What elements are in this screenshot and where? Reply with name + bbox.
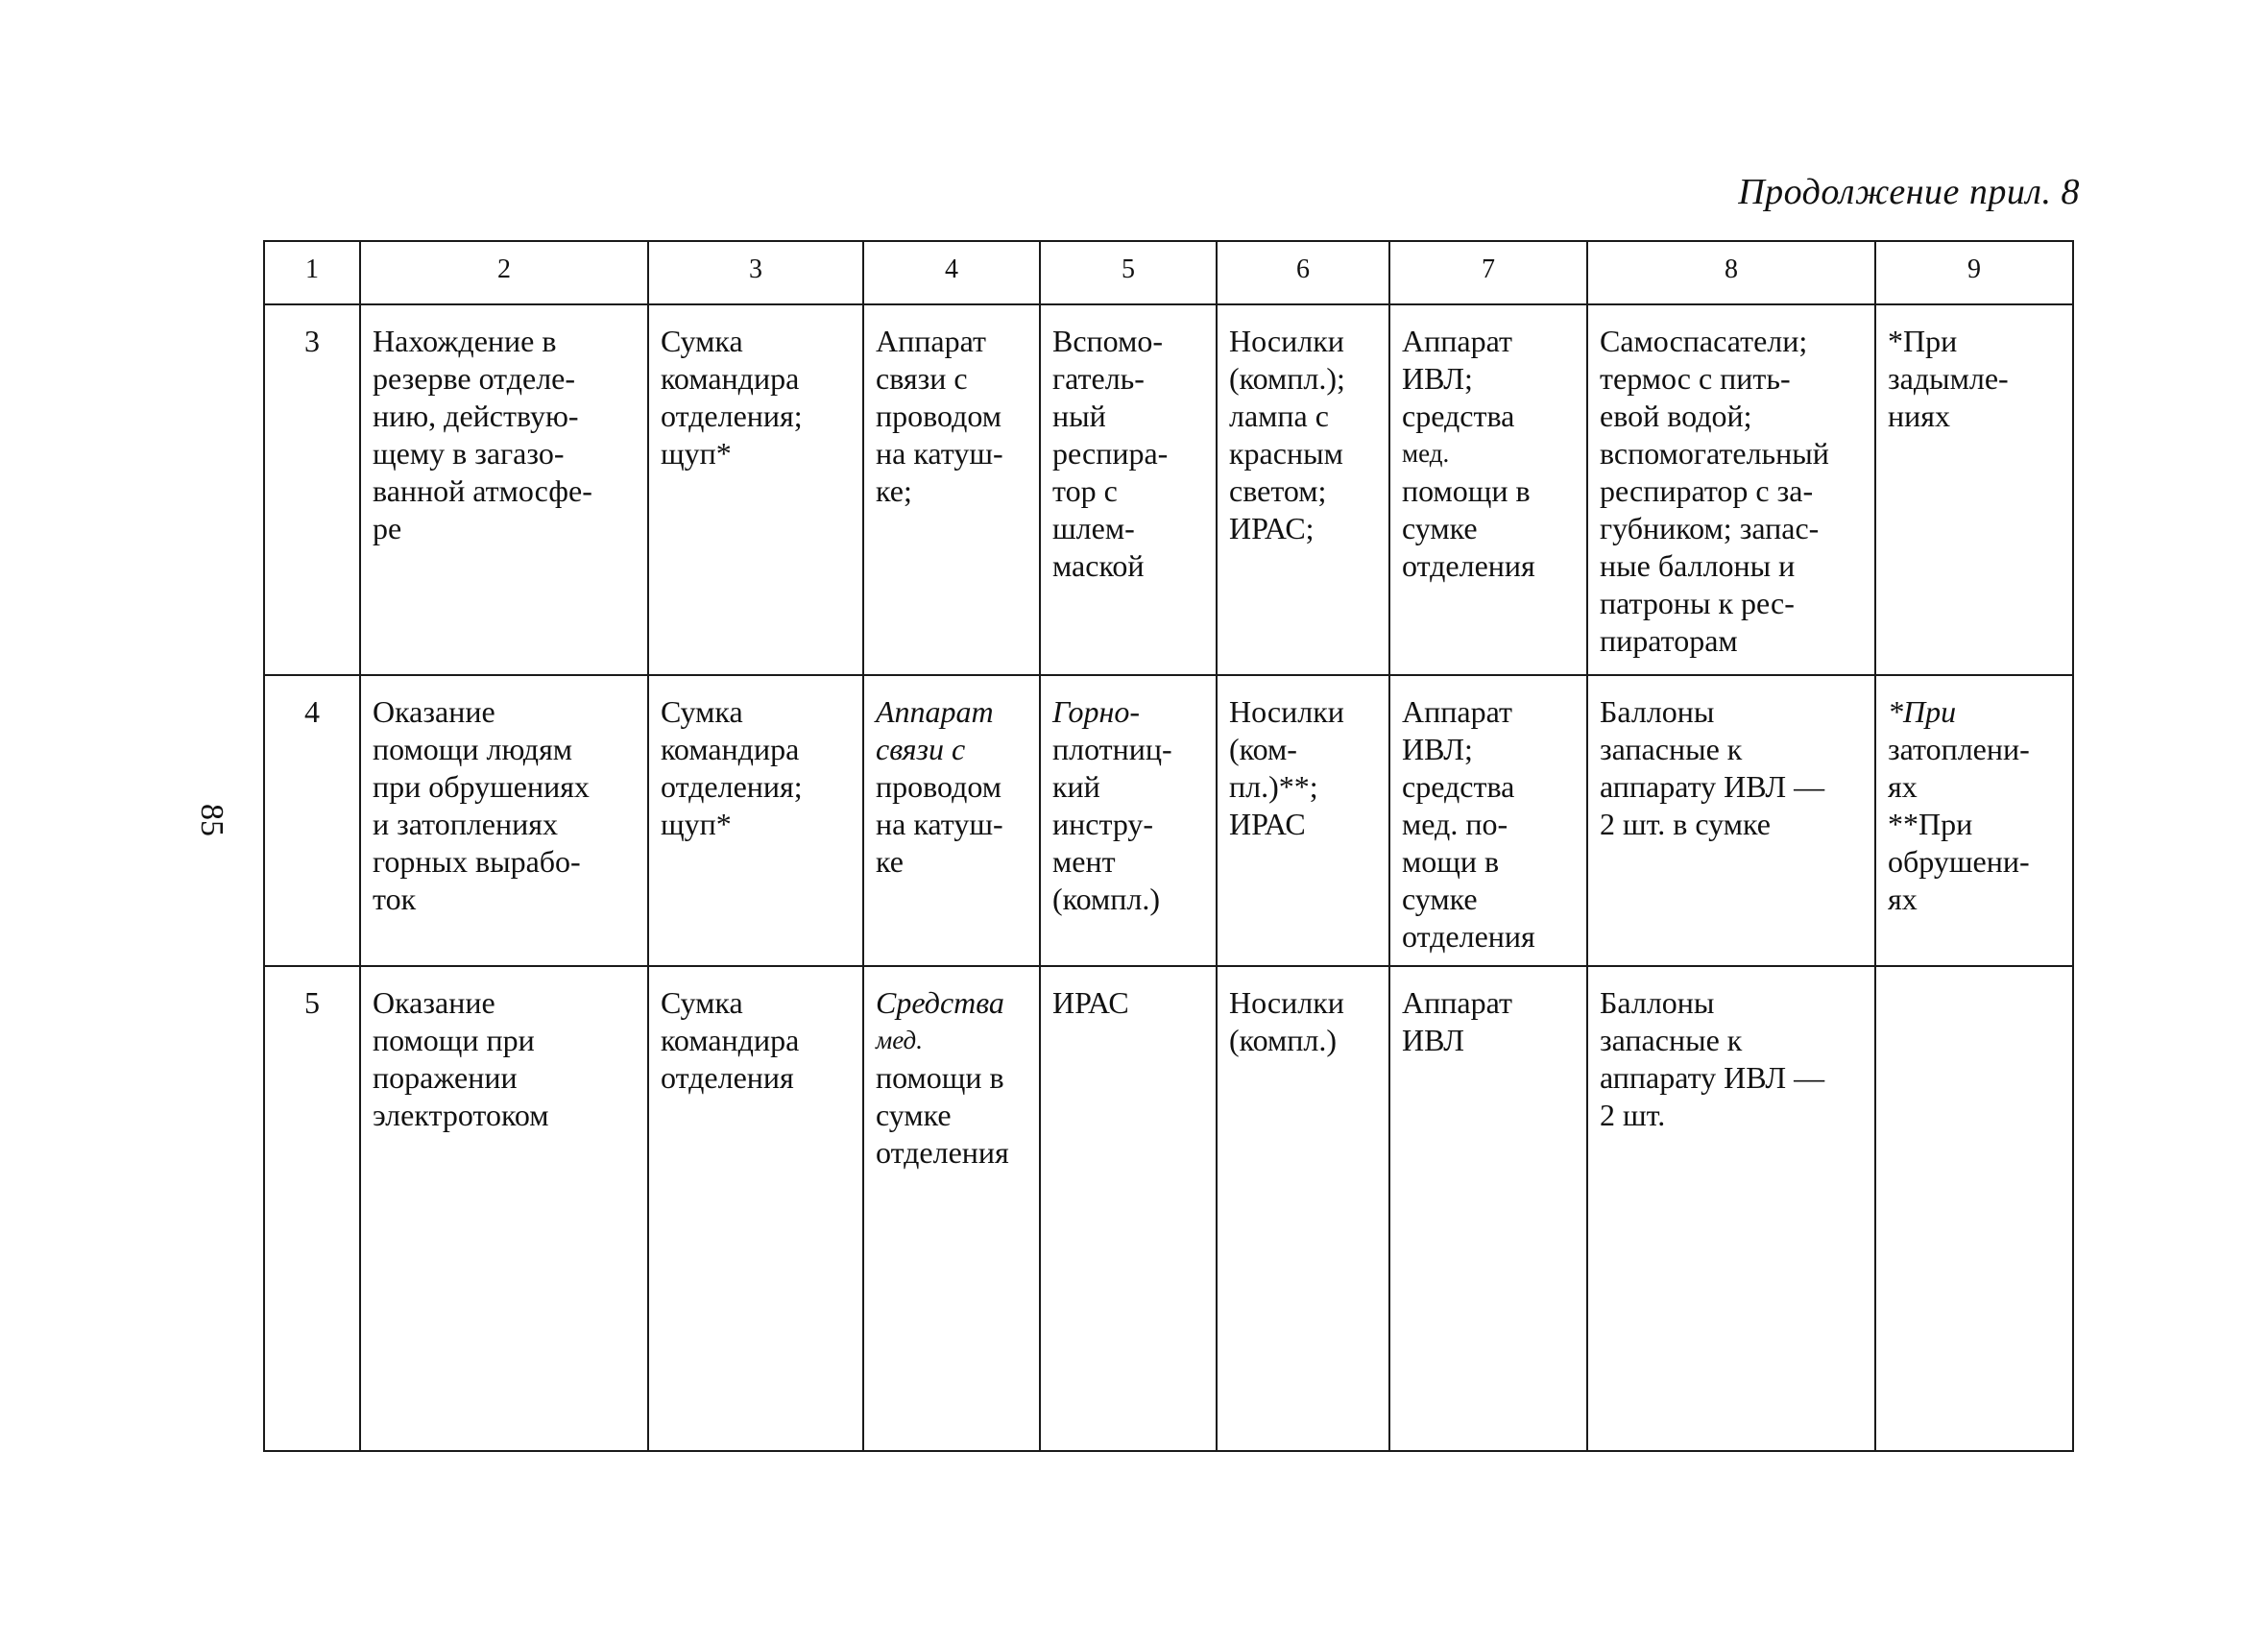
cell-line: командира bbox=[661, 1023, 800, 1057]
cell-line: респира- bbox=[1052, 436, 1169, 471]
column-header: 3 bbox=[648, 241, 863, 304]
cell-line: красным bbox=[1229, 436, 1343, 471]
cell-line: отделения bbox=[661, 1060, 794, 1095]
cell-line: 2 шт. bbox=[1600, 1098, 1666, 1132]
table-cell-c2 bbox=[360, 304, 648, 675]
cell-line: средства bbox=[1402, 769, 1515, 804]
cell-line: ях bbox=[1888, 769, 1918, 804]
cell-line: мощи в bbox=[1402, 844, 1500, 879]
cell-line: Носилки bbox=[1229, 985, 1344, 1020]
column-header: 2 bbox=[360, 241, 648, 304]
cell-line: (ком- bbox=[1229, 732, 1297, 766]
cell-line: затоплени- bbox=[1888, 732, 2030, 766]
equipment-table bbox=[263, 240, 2074, 1452]
cell-line: мент bbox=[1052, 844, 1116, 879]
cell-line: евой водой; bbox=[1600, 399, 1752, 433]
cell-line: и затоплениях bbox=[373, 807, 558, 841]
table-cell-c3 bbox=[648, 675, 863, 966]
cell-line: ток bbox=[373, 882, 417, 916]
table-cell-c7 bbox=[1389, 304, 1587, 675]
cell-line: (компл.); bbox=[1229, 361, 1345, 396]
cell-line: Самоспасатели; bbox=[1600, 324, 1808, 358]
cell-line: Сумка bbox=[661, 324, 743, 358]
table-cell-c5 bbox=[1040, 966, 1217, 1451]
cell-line: сумке bbox=[1402, 511, 1478, 545]
cell-line: ке bbox=[876, 844, 904, 879]
cell-line: пл.)**; bbox=[1229, 769, 1318, 804]
cell-line: отделения; bbox=[661, 769, 803, 804]
cell-line: 2 шт. в сумке bbox=[1600, 807, 1771, 841]
cell-line: Баллоны bbox=[1600, 694, 1715, 729]
cell-line: при обрушениях bbox=[373, 769, 590, 804]
table-cell-c6 bbox=[1217, 675, 1389, 966]
cell-line: Оказание bbox=[373, 985, 495, 1020]
cell-line: ные баллоны и bbox=[1600, 548, 1796, 583]
page-number: 85 bbox=[194, 804, 229, 836]
table-cell-c3 bbox=[648, 966, 863, 1451]
cell-line: Носилки bbox=[1229, 324, 1344, 358]
column-header: 9 bbox=[1875, 241, 2073, 304]
cell-line: средства bbox=[1402, 399, 1515, 433]
cell-line: мед. по- bbox=[1402, 807, 1508, 841]
table-cell-c8 bbox=[1587, 304, 1875, 675]
cell-line: плотниц- bbox=[1052, 732, 1172, 766]
table-cell-c6 bbox=[1217, 304, 1389, 675]
cell-line: командира bbox=[661, 361, 800, 396]
cell-line: щему в загазо- bbox=[373, 436, 565, 471]
table-cell-c2 bbox=[360, 675, 648, 966]
cell-line: *При bbox=[1888, 694, 1957, 729]
cell-line: щуп* bbox=[661, 436, 732, 471]
cell-line: связи с bbox=[876, 732, 966, 766]
cell-line: *При bbox=[1888, 324, 1958, 358]
cell-line: ный bbox=[1052, 399, 1106, 433]
cell-line: аппарату ИВЛ — bbox=[1600, 769, 1825, 804]
cell-line: помощи при bbox=[373, 1023, 535, 1057]
cell-line: вспомогательный bbox=[1600, 436, 1829, 471]
cell-line: Баллоны bbox=[1600, 985, 1715, 1020]
cell-line: Аппарат bbox=[876, 324, 986, 358]
cell-line: отделения; bbox=[661, 399, 803, 433]
table-cell-c7 bbox=[1389, 966, 1587, 1451]
table-cell-c3 bbox=[648, 304, 863, 675]
cell-line: ИВЛ; bbox=[1402, 732, 1473, 766]
cell-line: на катуш- bbox=[876, 436, 1003, 471]
column-header: 7 bbox=[1389, 241, 1587, 304]
cell-line: Аппарат bbox=[1402, 694, 1512, 729]
cell-line: ванной атмосфе- bbox=[373, 473, 592, 508]
cell-line: кий bbox=[1052, 769, 1100, 804]
cell-line: отделения bbox=[1402, 548, 1535, 583]
row-number: 4 bbox=[264, 675, 360, 966]
cell-line: резерве отделе- bbox=[373, 361, 576, 396]
cell-line: шлем- bbox=[1052, 511, 1135, 545]
cell-line: (компл.) bbox=[1229, 1023, 1337, 1057]
cell-line: термос с пить- bbox=[1600, 361, 1791, 396]
cell-line: инстру- bbox=[1052, 807, 1154, 841]
cell-line: ях bbox=[1888, 882, 1918, 916]
table-cell-c6 bbox=[1217, 966, 1389, 1451]
cell-line: Аппарат bbox=[1402, 324, 1512, 358]
cell-line: ниях bbox=[1888, 399, 1950, 433]
row-number: 5 bbox=[264, 966, 360, 1451]
cell-line: запасные к bbox=[1600, 1023, 1743, 1057]
cell-line: ИРАС bbox=[1052, 985, 1129, 1020]
table-cell-c5 bbox=[1040, 304, 1217, 675]
cell-line: аппарату ИВЛ — bbox=[1600, 1060, 1825, 1095]
cell-line: Оказание bbox=[373, 694, 495, 729]
table-cell-c4 bbox=[863, 966, 1040, 1451]
cell-line: отделения bbox=[1402, 919, 1535, 954]
cell-line: помощи людям bbox=[373, 732, 573, 766]
table-cell-c8 bbox=[1587, 675, 1875, 966]
cell-line: ИРАС bbox=[1229, 807, 1306, 841]
column-header: 6 bbox=[1217, 241, 1389, 304]
row-number: 3 bbox=[264, 304, 360, 675]
cell-line: Аппарат bbox=[1402, 985, 1512, 1020]
column-header: 8 bbox=[1587, 241, 1875, 304]
table-cell-c8 bbox=[1587, 966, 1875, 1451]
cell-line: светом; bbox=[1229, 473, 1327, 508]
column-header: 5 bbox=[1040, 241, 1217, 304]
cell-line: горных вырабо- bbox=[373, 844, 581, 879]
cell-line: задымле- bbox=[1888, 361, 2009, 396]
cell-line: Вспомо- bbox=[1052, 324, 1163, 358]
cell-line: помощи в bbox=[1402, 473, 1531, 508]
cell-line: сумке bbox=[876, 1098, 952, 1132]
cell-line: Нахождение в bbox=[373, 324, 557, 358]
cell-line: патроны к рес- bbox=[1600, 586, 1795, 620]
column-header: 1 bbox=[264, 241, 360, 304]
cell-line: мед. bbox=[876, 1026, 923, 1054]
cell-line: ИВЛ; bbox=[1402, 361, 1473, 396]
cell-line: нию, действую- bbox=[373, 399, 579, 433]
cell-line: запасные к bbox=[1600, 732, 1743, 766]
cell-line: (компл.) bbox=[1052, 882, 1160, 916]
cell-line: Носилки bbox=[1229, 694, 1344, 729]
cell-line: обрушени- bbox=[1888, 844, 2030, 879]
cell-line: Горно- bbox=[1052, 694, 1141, 729]
table-cell-c9 bbox=[1875, 304, 2073, 675]
table-row bbox=[264, 675, 2073, 966]
cell-line: ре bbox=[373, 511, 402, 545]
cell-line: маской bbox=[1052, 548, 1145, 583]
cell-line: Сумка bbox=[661, 985, 743, 1020]
cell-line: ИРАС; bbox=[1229, 511, 1315, 545]
cell-line: респиратор с за- bbox=[1600, 473, 1814, 508]
cell-line: отделения bbox=[876, 1135, 1009, 1170]
cell-line: щуп* bbox=[661, 807, 732, 841]
cell-line: проводом bbox=[876, 769, 1002, 804]
table-cell-c4 bbox=[863, 304, 1040, 675]
table-cell-c9 bbox=[1875, 966, 2073, 1451]
cell-line: Аппарат bbox=[876, 694, 994, 729]
cell-line: помощи в bbox=[876, 1060, 1004, 1095]
table-cell-c9 bbox=[1875, 675, 2073, 966]
cell-line: пираторам bbox=[1600, 623, 1738, 658]
cell-line: сумке bbox=[1402, 882, 1478, 916]
cell-line: **При bbox=[1888, 807, 1973, 841]
cell-line: гатель- bbox=[1052, 361, 1145, 396]
cell-line: проводом bbox=[876, 399, 1002, 433]
cell-line: поражении bbox=[373, 1060, 518, 1095]
table-cell-c7 bbox=[1389, 675, 1587, 966]
cell-line: губником; запас- bbox=[1600, 511, 1820, 545]
cell-line: мед. bbox=[1402, 439, 1450, 468]
table-row bbox=[264, 966, 2073, 1451]
table-header-row bbox=[264, 241, 2073, 304]
column-header: 4 bbox=[863, 241, 1040, 304]
table-cell-c4 bbox=[863, 675, 1040, 966]
table-cell-c2 bbox=[360, 966, 648, 1451]
cell-line: командира bbox=[661, 732, 800, 766]
cell-line: ИВЛ bbox=[1402, 1023, 1464, 1057]
cell-line: ке; bbox=[876, 473, 912, 508]
cell-line: Средства bbox=[876, 985, 1004, 1020]
table-row bbox=[264, 304, 2073, 675]
page-header-title: Продолжение прил. 8 bbox=[1738, 172, 2080, 212]
cell-line: Сумка bbox=[661, 694, 743, 729]
table-cell-c5 bbox=[1040, 675, 1217, 966]
cell-line: тор с bbox=[1052, 473, 1118, 508]
cell-line: связи с bbox=[876, 361, 968, 396]
cell-line: на катуш- bbox=[876, 807, 1003, 841]
cell-line: лампа с bbox=[1229, 399, 1329, 433]
cell-line: электротоком bbox=[373, 1098, 549, 1132]
